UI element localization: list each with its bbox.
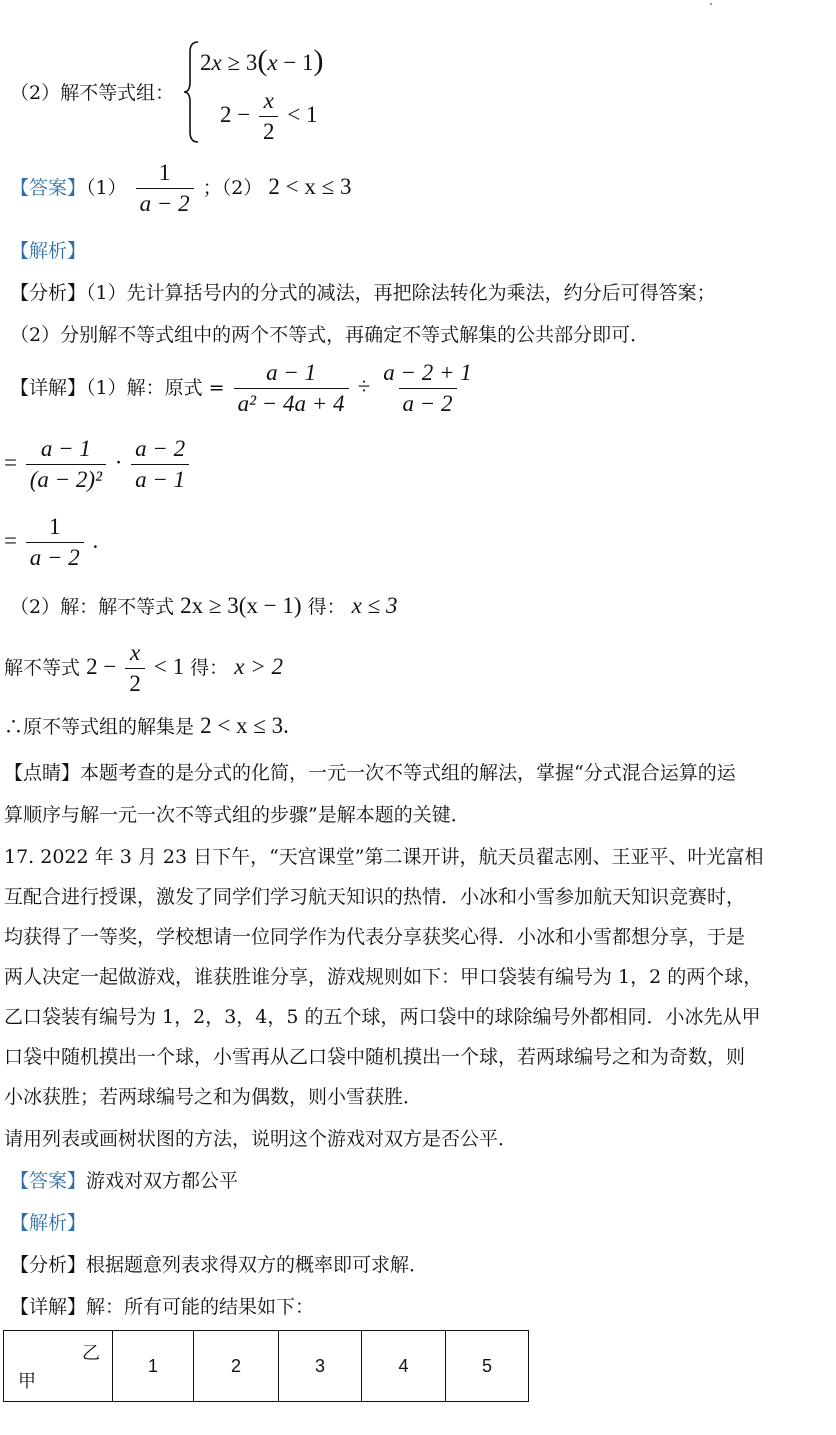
xiangjie-line-5 [4,640,283,698]
header-cell-4: 4 [362,1331,446,1402]
sys2-left: 2 − [220,102,251,128]
answer2-expr: 2 < x ≤ 3 [268,173,352,199]
fenxi-line-1: 【分析】（1）先计算括号内的分式的减法，再把除法转化为乘法，约分后可得答案； [10,282,716,304]
q17-answer: 游戏对双方都公平 [86,1170,239,1192]
sys1-minus: − 1 [277,50,314,75]
xj1-f2-num: a − 2 + 1 [383,360,472,385]
dianjing-line-1: 【点睛】本题考查的是分式的化简，一元一次不等式组的解法，掌握“分式混合运算的运 [4,762,736,784]
xiangjie-line-4 [10,592,398,619]
answer1-label: （1） [86,176,127,199]
sys1-rel: ≥ 3 [221,50,258,75]
header-cell-3: 3 [279,1331,362,1402]
xj5-fraction [125,640,145,698]
xj2-eq: = [4,450,17,476]
table-row [4,1331,529,1402]
q17-line-3: 均获得了一等奖，学校想请一位同学作为代表分享获奖心得．小冰和小雪都想分享，于是 [4,926,746,948]
q17-answer-tag: 【答案】 [10,1170,87,1192]
xj5-left: 2 − [86,653,117,679]
system-line-2 [220,88,317,146]
corner-label-yi: 乙 [82,1343,100,1364]
header-cell-2: 2 [194,1331,279,1402]
sys1-coef: 2 [200,50,212,75]
xj3-end: . [92,528,99,554]
xj5-den: 2 [125,668,145,697]
xj1-fraction-1 [234,360,349,418]
xj2-f2-den: a − 1 [131,464,189,493]
header-cell-1: 1 [113,1331,194,1402]
xj1-f1-num: a − 1 [266,360,317,385]
q17-line-7: 小冰获胜；若两球编号之和为偶数，则小雪获胜． [4,1086,423,1108]
system-brace [182,40,202,144]
sys2-rel: < 1 [287,102,318,128]
xiangjie1-label: 【详解】（1）解：原式 = [10,376,225,399]
answer1-num: 1 [158,160,171,185]
q17-fenxi: 【分析】根据题意列表求得双方的概率即可求解． [10,1254,429,1276]
xj6-solution: 2 < x ≤ 3 [200,713,284,738]
q17-analysis-tag: 【解析】 [10,1212,87,1234]
answer1-den: a − 2 [136,188,194,217]
q17-line-2: 互配合进行授课，激发了同学们学习航天知识的热情．小冰和小雪参加航天知识竞赛时， [4,886,746,908]
xj2-fraction-2 [131,436,189,494]
xiangjie-line-1 [10,360,479,418]
xj4-de: 得： [307,596,346,618]
xj5-rel: < 1 [153,653,185,679]
xj2-fraction-1 [26,436,106,494]
dianjing-line-2: 算顺序与解一元一次不等式组的步骤”是解本题的关键． [4,804,470,826]
xj5-de: 得： [190,656,229,679]
sys1-var2: x [267,50,278,75]
xj1-div: ÷ [357,373,371,399]
xj3-eq: = [4,528,17,554]
xj3-num: 1 [49,514,61,539]
q17-line-5: 乙口袋装有编号为 1，2，3，4，5 的五个球，两口袋中的球除编号外都相同．小冰先从甲 [4,1006,761,1028]
xj5-result: x > 2 [234,653,283,679]
xj4-text: （2）解：解不等式 [10,596,175,618]
xj3-den: a − 2 [26,542,84,571]
xj2-f1-den: (a − 2)² [26,464,106,493]
answer-tag: 【答案】 [10,176,87,199]
xj6-text: ∴原不等式组的解集是 [4,716,195,738]
fenxi-line-2: （2）分别解不等式组中的两个不等式，再确定不等式解集的公共部分即可． [10,324,650,346]
xiangjie-line-2 [4,436,192,494]
xj2-f2-num: a − 2 [135,436,186,461]
analysis-tag: 【解析】 [10,240,87,262]
xj3-fraction [26,514,84,572]
xj1-f2-den: a − 2 [399,388,457,417]
header-cell-5: 5 [446,1331,529,1402]
xiangjie-line-6 [4,712,289,739]
results-table [3,1330,529,1402]
xj4-result: x ≤ 3 [351,593,398,618]
q17-line-4: 两人决定一起做游戏，谁获胜谁分享，游戏规则如下：甲口袋装有编号为 1，2 的两个球， [4,966,763,988]
xj2-dot: · [114,450,123,476]
xj2-f1-num: a − 1 [40,436,91,461]
sys2-den: 2 [259,116,279,145]
q17-line-8: 请用列表或画树状图的方法，说明这个游戏对双方是否公平． [4,1128,518,1150]
q17-line-1: 17. 2022 年 3 月 23 日下午，“天宫课堂”第二课开讲，航天员翟志刚、王亚平、叶光富相 [4,846,764,868]
corner-label-jia: 甲 [18,1371,36,1392]
q2-prompt: （2）解不等式组： [10,82,175,104]
xiangjie-line-3 [4,514,98,572]
sys2-fraction [259,88,279,146]
xj5-text: 解不等式 [4,656,81,679]
xj4-ineq: 2x ≥ 3(x − 1) [180,593,302,618]
xj5-num: x [129,640,141,665]
xj6-period: . [283,713,289,738]
table-corner-cell [4,1331,113,1402]
system-line-1 [200,44,324,78]
answer1-fraction [136,160,194,218]
sys1-var: x [211,50,222,75]
xj1-f1-den: a² − 4a + 4 [234,388,349,417]
q17-line-6: 口袋中随机摸出一个球，小雪再从乙口袋中随机摸出一个球，若两球编号之和为奇数，则 [4,1046,746,1068]
q17-answer-line [10,1166,238,1193]
sys1-lparen: ( [257,44,268,77]
sys2-num: x [263,88,274,113]
answer2-label: ；（2） [202,176,263,199]
xj1-fraction-2 [379,360,476,418]
sys1-rparen: ) [313,44,324,77]
answer-line [10,160,351,218]
page-speck [710,3,712,5]
q17-xiangjie: 【详解】解：所有可能的结果如下： [10,1296,315,1318]
